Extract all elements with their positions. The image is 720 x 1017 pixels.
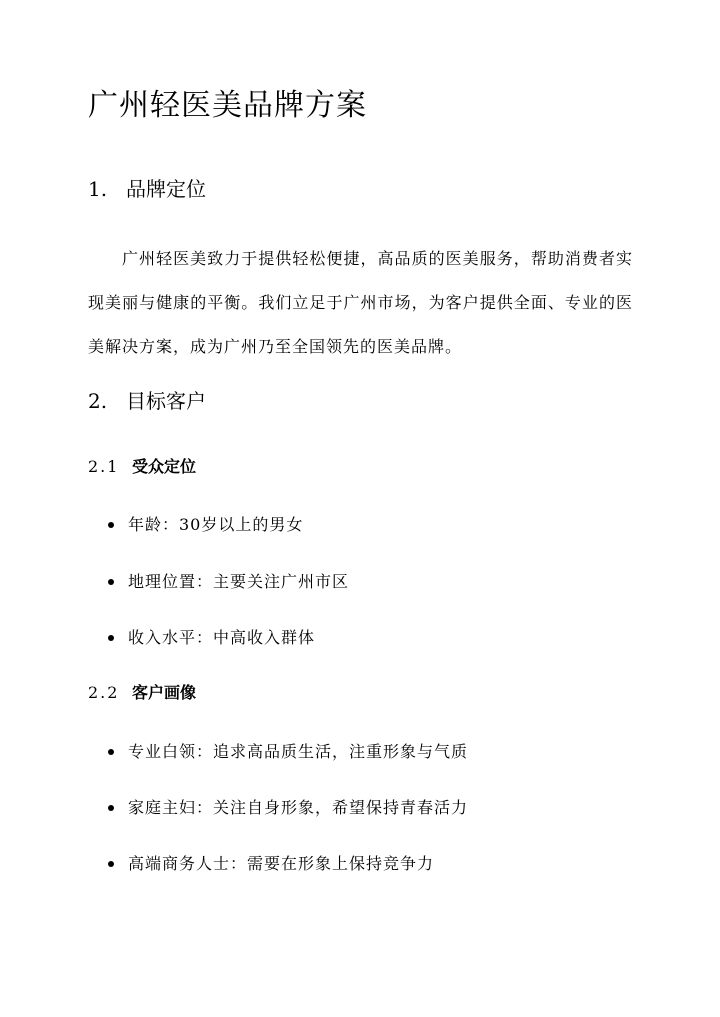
bullet-icon — [108, 805, 114, 811]
list-item-text: 家庭主妇：关注自身形象，希望保持青春活力 — [128, 798, 469, 817]
bullet-icon — [108, 635, 114, 641]
subsection-number: 2.2 — [88, 683, 120, 702]
subsection-heading-audience — [88, 455, 196, 479]
section-title: 品牌定位 — [126, 177, 206, 201]
brand-positioning-paragraph: 广州轻医美致力于提供轻松便捷，高品质的医美服务，帮助消费者实现美丽与健康的平衡。我们立足于广州市场，为客户提供全面、专业的医美解决方案，成为广州乃至全国领先的医美品牌。 — [88, 249, 633, 356]
document-title: 广州轻医美品牌方案 — [88, 88, 367, 123]
list-item-text: 专业白领：追求高品质生活，注重形象与气质 — [128, 742, 469, 761]
subsection-heading-customer-profile — [88, 681, 196, 705]
list-item-text: 收入水平：中高收入群体 — [128, 628, 316, 647]
section-number: 2. — [88, 389, 108, 413]
section-number: 1. — [88, 177, 108, 201]
bullet-icon — [108, 749, 114, 755]
section-heading-target-customers — [88, 386, 206, 416]
bullet-icon — [108, 522, 114, 528]
subsection-number: 2.1 — [88, 457, 120, 476]
list-item — [108, 570, 349, 594]
bullet-icon — [108, 861, 114, 867]
list-item — [108, 513, 303, 537]
subsection-title: 受众定位 — [132, 457, 197, 476]
list-item — [108, 796, 468, 820]
subsection-title: 客户画像 — [132, 683, 197, 702]
list-item — [108, 626, 315, 650]
section-title: 目标客户 — [126, 389, 206, 413]
bullet-icon — [108, 579, 114, 585]
list-item-text: 年龄：30岁以上的男女 — [128, 515, 304, 534]
list-item-text: 地理位置：主要关注广州市区 — [128, 572, 350, 591]
section-heading-brand-positioning — [88, 174, 206, 204]
list-item — [108, 740, 468, 764]
list-item — [108, 852, 434, 876]
list-item-text: 高端商务人士：需要在形象上保持竞争力 — [128, 854, 435, 873]
